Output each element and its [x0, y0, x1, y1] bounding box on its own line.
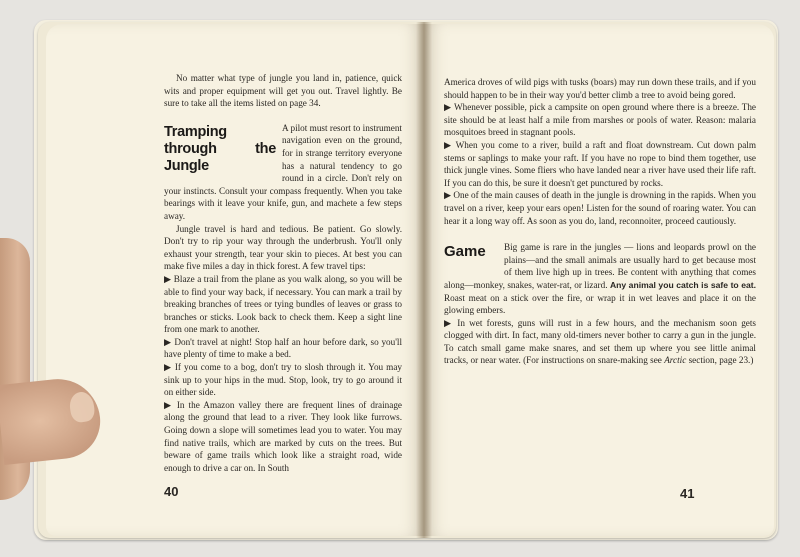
left-bullet-2: ▶ Don't travel at night! Stop half an hour before dark, so you'll have plenty of time to make a bed.	[164, 336, 402, 360]
left-para-1: No matter what type of jungle you land in, patience, quick wits and proper equipment will get you out. Travel lightly. Be sure to take all the items listed on page 34.	[164, 73, 402, 109]
heading-game: Game	[444, 243, 486, 261]
page-number-right: 41	[680, 486, 695, 501]
right-page	[424, 24, 774, 536]
right-para-2-a: Big game is rare in the jungles — lions and leopards prowl on the plains—and the small animals are usually hard to get because most of them live high up in trees. Be content with anything that comes along—monkey, snakes, water-rat, or lizard.	[444, 242, 756, 290]
left-page	[46, 24, 424, 536]
left-bullet-4: ▶ In the Amazon valley there are frequent lines of drainage along the ground that lead to a river. They look like furrows. Going down a slope will sometimes lead you to water. You may find native trails, which are marked by cuts on the trees. But beware of game trails which look like a straight road, wide enough to drive a car on. In South	[164, 399, 402, 473]
open-book	[30, 18, 778, 540]
page-number-left: 40	[164, 484, 179, 499]
heading-tramping: Tramping through the Jungle	[164, 123, 276, 174]
right-para-2-b: Roast meat on a stick over the fire, or wrap it in wet leaves and place it on the glowing embers.	[444, 292, 756, 316]
right-bullet-4	[444, 317, 756, 367]
right-bullet-4-a: ▶ In wet forests, guns will rust in a few hours, and the mechanism soon gets clogged with dirt. In fact, many old-timers never bother to carry a gun in the jungle. To catch small game make snares, and set them up where you see little animal tracks, or near water. (For instructions on snare-making see	[444, 317, 756, 366]
book-gutter	[416, 22, 432, 538]
left-bullet-3: ▶ If you come to a bog, don't try to slosh through it. You may sink up to your hips in the mud. Stop, look, try to go around it on either side.	[164, 362, 402, 398]
right-bullet-3: ▶ One of the main causes of death in the jungle is drowning in the rapids. When you travel on a river, keep your ears open! Listen for the sound of roaring water. You can hear it a long way off. As soon as you do, land, reconnoiter, proceed cautiously.	[444, 190, 756, 226]
right-bullet-4-italic: Arctic	[664, 355, 687, 366]
right-page-text	[444, 76, 756, 367]
right-bullet-2: ▶ When you come to a river, build a raft and float downstream. Cut down palm stems or saplings to make your raft. If you have no rope to bind them together, use thick jungle vines. Some fliers who have landed near a river have used their life raft. If you can do this, be sure it doesn't get punctured by rocks.	[444, 139, 756, 188]
right-para-1: America droves of wild pigs with tusks (boars) may run down these trails, and if you should happen to be in their way you'd better climb a tree to avoid being gored.	[444, 77, 756, 100]
left-para-3: Jungle travel is hard and tedious. Be patient. Go slowly. Don't try to rip your way through the underbrush. You'll only exhaust your strength, tear your skin to pieces. At best you can make five miles a day in thick forest. A few travel tips:	[164, 223, 402, 272]
left-bullet-1: ▶ Blaze a trail from the plane as you walk along, so you will be able to find your way back, if necessary. You can mark a trail by breaking branches of trees or tying bundles of leaves or grass to branches or sticks. Look back to check them. Keep a sight line from one mark to another.	[164, 273, 402, 335]
left-para-2: A pilot must resort to instrument navigation even on the ground, for in strange territory everyone has a natural tendency to go round in a circle. Don't rely on your instincts. Consult your compass frequently. When you take bearings with it leave your knife, gun, and machete a few steps away.	[164, 122, 402, 221]
right-bullet-4-b: section, page 23.)	[688, 355, 754, 366]
left-page-text	[164, 72, 402, 474]
right-para-2-bold: Any animal you catch is safe to eat.	[609, 279, 756, 290]
right-bullet-1: ▶ Whenever possible, pick a campsite on open ground where there is a breeze. The site should be at least half a mile from marshes or pools of water. Reason: malaria mosquitoes breed in stagnant pools.	[444, 102, 756, 138]
